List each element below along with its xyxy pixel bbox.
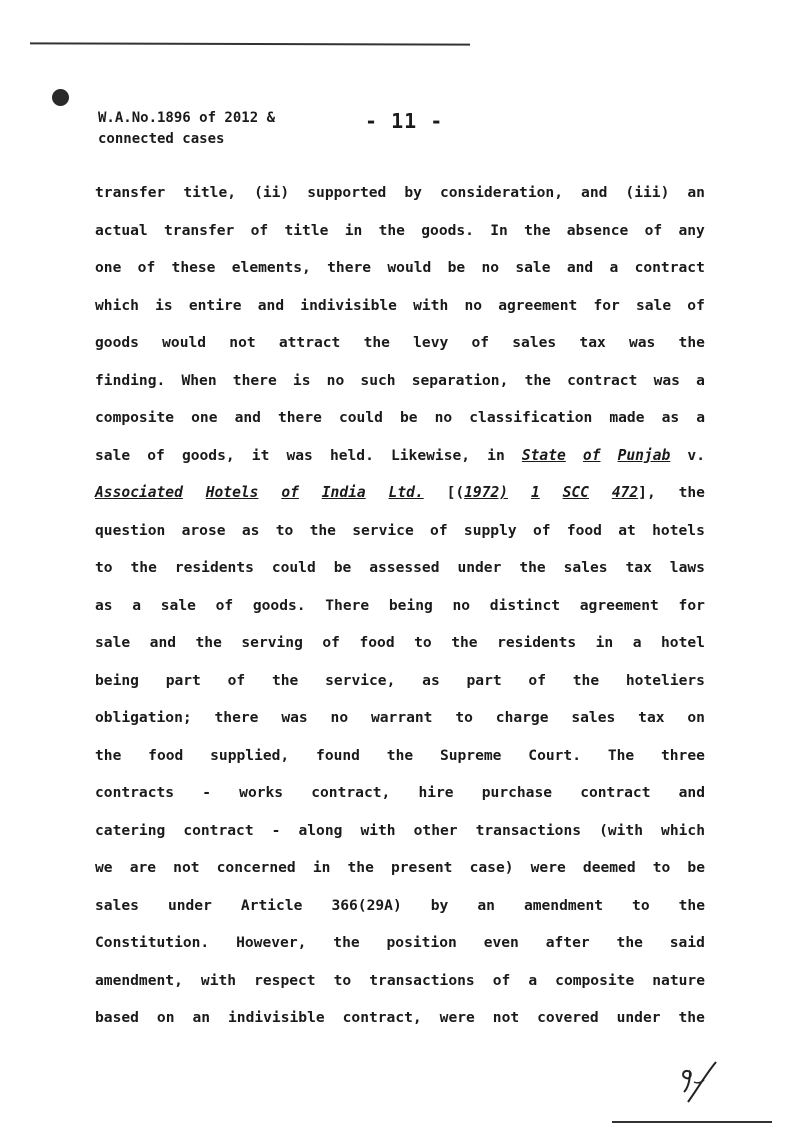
body-word: based	[95, 1009, 139, 1026]
body-word: the	[524, 221, 551, 239]
body-word: being	[95, 671, 139, 689]
body-word: arose	[181, 521, 226, 539]
body-word: of	[644, 221, 663, 239]
body-word: be	[399, 409, 418, 426]
body-word: When	[181, 371, 217, 389]
body-word: 1	[530, 484, 540, 501]
body-word: it	[251, 446, 270, 464]
body-word: was	[653, 371, 680, 389]
body-word: sales	[563, 559, 608, 576]
body-word: of	[687, 296, 705, 314]
body-word: of	[137, 259, 156, 276]
body-word: in	[595, 634, 614, 651]
body-word: residents	[174, 559, 254, 576]
body-word: catering	[95, 821, 166, 839]
body-word: title,	[183, 184, 237, 201]
body-word: a	[632, 634, 642, 651]
body-word: such	[360, 371, 396, 389]
body-word: Associated	[95, 484, 183, 501]
body-word: a	[696, 371, 705, 389]
body-word: to	[414, 634, 432, 651]
body-word: to	[455, 709, 473, 726]
body-word: no	[464, 296, 483, 314]
body-word: were	[439, 1009, 475, 1026]
body-word: a	[609, 259, 619, 276]
body-word: with	[360, 821, 396, 839]
body-word: contract	[634, 259, 705, 276]
body-word: charge	[495, 709, 549, 726]
body-word: to	[275, 521, 294, 539]
body-word: on	[156, 1009, 175, 1026]
body-word: of	[532, 521, 551, 539]
body-word: for	[593, 296, 620, 314]
body-word: works	[239, 784, 284, 801]
body-word: with	[200, 971, 237, 989]
body-line	[95, 587, 705, 625]
signature-mark	[676, 1058, 722, 1104]
body-word: concerned	[216, 859, 296, 876]
punch-hole	[52, 89, 69, 106]
body-line	[95, 924, 705, 962]
body-text	[95, 174, 705, 1037]
body-word: even	[483, 934, 519, 951]
body-word: tax	[625, 559, 652, 576]
body-word: contract,	[342, 1009, 422, 1026]
body-word: no	[434, 409, 453, 426]
body-word: could	[271, 559, 316, 576]
body-word: an	[687, 184, 705, 201]
body-word: a	[696, 409, 705, 426]
body-word: and	[234, 409, 261, 426]
body-word: serving	[241, 634, 303, 651]
body-word: there	[214, 709, 259, 726]
body-word: There	[325, 596, 370, 614]
body-line	[95, 887, 705, 925]
body-word: the	[678, 484, 705, 501]
body-word: SCC	[562, 484, 589, 501]
body-word: part	[466, 671, 502, 689]
body-word: in	[344, 221, 363, 239]
body-word: which	[661, 821, 705, 839]
body-word: and	[678, 784, 705, 801]
body-word: composite	[555, 971, 635, 989]
body-line	[95, 662, 705, 700]
body-word: deemed	[582, 859, 636, 876]
body-word: indivisible	[300, 296, 397, 314]
body-word: be	[333, 559, 352, 576]
body-word: would	[387, 259, 432, 276]
body-word: goods,	[181, 446, 235, 464]
case-ref-line-1: W.A.No.1896 of 2012 &	[98, 110, 276, 126]
body-word: no	[326, 371, 345, 389]
body-word: there	[277, 409, 322, 426]
body-word: an	[192, 1009, 211, 1026]
body-word: amendment,	[95, 971, 183, 989]
body-word: respect	[254, 971, 316, 989]
body-word: the	[678, 334, 705, 351]
body-word: as	[95, 596, 113, 614]
body-word: supplied,	[210, 746, 290, 764]
body-word: (with	[599, 821, 644, 839]
body-word: the	[271, 671, 299, 689]
body-word: was	[628, 334, 656, 351]
body-word: residents	[497, 634, 577, 651]
body-word: hoteliers	[625, 671, 705, 689]
body-word: and	[257, 296, 285, 314]
body-word: not	[229, 334, 256, 351]
body-word: tax	[638, 709, 665, 726]
body-word: one	[95, 259, 122, 276]
body-word: the	[572, 671, 600, 689]
body-word: no	[481, 259, 500, 276]
body-word: by	[430, 896, 449, 914]
body-word: transactions	[475, 821, 582, 839]
body-word: contract	[567, 371, 638, 389]
body-word: of	[281, 484, 299, 501]
body-word: these	[171, 259, 216, 276]
body-word: by	[404, 184, 422, 201]
body-word: after	[545, 934, 590, 951]
body-line	[95, 437, 705, 475]
body-word: were	[530, 859, 566, 876]
body-word: laws	[669, 559, 705, 576]
body-line	[95, 512, 705, 550]
body-word: 472],	[611, 484, 656, 501]
body-word: contract	[580, 784, 651, 801]
body-word: hotels	[652, 521, 705, 539]
body-word: supply	[463, 521, 517, 539]
body-word: of	[147, 446, 165, 464]
body-word: at	[618, 521, 636, 539]
body-line	[95, 624, 705, 662]
top-rule	[30, 42, 470, 45]
body-line	[95, 362, 705, 400]
body-word: of	[322, 634, 340, 651]
body-word: goods.	[421, 221, 474, 239]
body-word: service	[352, 521, 414, 539]
body-word: held.	[329, 446, 374, 464]
body-word: the	[451, 634, 478, 651]
body-word: of	[528, 671, 546, 689]
body-word: under	[616, 1009, 661, 1026]
body-word: is	[292, 371, 311, 389]
body-word: found	[316, 746, 360, 764]
body-line	[95, 174, 705, 212]
body-line	[95, 699, 705, 737]
body-word: of	[471, 334, 490, 351]
body-word: of	[215, 596, 234, 614]
body-word: (ii)	[254, 184, 290, 201]
body-word: -	[271, 821, 281, 839]
body-word: the	[678, 1009, 705, 1026]
body-word: sale	[95, 446, 131, 464]
body-word: in	[312, 859, 331, 876]
body-word: three	[660, 746, 705, 764]
body-word: of	[250, 221, 269, 239]
body-word: obligation;	[95, 709, 192, 726]
body-word: Punjab	[617, 446, 671, 464]
body-word: actual	[95, 221, 148, 239]
body-word: the	[195, 634, 222, 651]
body-word: was	[281, 709, 308, 726]
body-line	[95, 324, 705, 362]
body-word: no	[452, 596, 471, 614]
body-word: be	[687, 859, 705, 876]
body-word: question	[95, 521, 166, 539]
body-word: are	[129, 859, 157, 876]
body-word: no	[330, 709, 349, 726]
body-word: Constitution.	[95, 934, 210, 951]
body-word: not	[173, 859, 200, 876]
body-word: the	[524, 371, 551, 389]
body-word: on	[687, 709, 705, 726]
body-word: to	[95, 559, 113, 576]
body-word: title	[284, 221, 329, 239]
body-word: distinct	[489, 596, 561, 614]
body-word: of	[492, 971, 511, 989]
body-word: assessed	[369, 559, 440, 576]
body-word: amendment	[523, 896, 604, 914]
body-word: purchase	[481, 784, 553, 801]
body-word: nature	[652, 971, 705, 989]
body-word: v.	[687, 446, 705, 464]
body-word: tax	[579, 334, 606, 351]
body-word: State	[521, 446, 566, 464]
body-word: elements,	[231, 259, 311, 276]
body-word: the	[519, 559, 546, 576]
body-word: as	[422, 671, 440, 689]
body-word: Likewise,	[390, 446, 471, 464]
body-word: sale	[515, 259, 551, 276]
body-word: as	[661, 409, 680, 426]
body-word: with	[413, 296, 449, 314]
body-word: the	[309, 521, 336, 539]
body-word: along	[298, 821, 343, 839]
body-word: we	[95, 859, 113, 876]
body-word: sales	[571, 709, 616, 726]
body-word: warrant	[370, 709, 433, 726]
body-word: was	[286, 446, 313, 464]
body-word: Supreme	[439, 746, 502, 764]
body-word: made	[609, 409, 645, 426]
body-word: of	[582, 446, 601, 464]
body-line	[95, 287, 705, 325]
body-word: the	[678, 896, 705, 914]
body-word: the	[378, 221, 405, 239]
body-line	[95, 399, 705, 437]
body-word: Article	[240, 896, 303, 914]
body-word: India	[321, 484, 366, 501]
body-word: of	[227, 671, 246, 689]
case-reference	[98, 108, 275, 150]
body-word: attract	[278, 334, 341, 351]
body-word: composite	[95, 409, 175, 426]
body-word: which	[95, 296, 139, 314]
bottom-rule	[612, 1121, 772, 1123]
body-word: sale	[635, 296, 672, 314]
body-word: the	[95, 746, 122, 764]
body-word: The	[607, 746, 635, 764]
page-number: - 11 -	[365, 109, 444, 133]
body-word: sales	[512, 334, 557, 351]
case-ref-line-2: connected cases	[98, 131, 225, 147]
body-word: in	[487, 446, 505, 464]
body-word: Ltd.	[388, 484, 424, 501]
body-word: classification	[469, 409, 593, 426]
body-word: Court.	[528, 746, 581, 764]
body-word: indivisible	[228, 1009, 325, 1026]
body-word: contract,	[311, 784, 391, 801]
body-word: goods	[95, 334, 139, 351]
body-word: transfer	[164, 221, 235, 239]
body-word: be	[447, 259, 466, 276]
body-word: of	[430, 521, 448, 539]
body-word: agreement	[579, 596, 659, 614]
body-word: hire	[418, 784, 454, 801]
body-word: consideration,	[439, 184, 563, 201]
body-line	[95, 249, 705, 287]
body-line	[95, 774, 705, 812]
body-word: as	[241, 521, 260, 539]
body-word: sale	[95, 634, 131, 651]
body-word: any	[678, 221, 705, 239]
body-word: Hotels	[205, 484, 259, 501]
body-word: to	[333, 971, 352, 989]
body-word: under	[167, 896, 212, 914]
body-word: position	[386, 934, 457, 951]
body-word: However,	[236, 934, 307, 951]
body-word: transfer	[95, 184, 166, 201]
body-word: would	[162, 334, 207, 351]
body-word: covered	[537, 1009, 599, 1026]
body-word: transactions	[369, 971, 475, 989]
body-word: present	[390, 859, 453, 876]
body-word: and	[149, 634, 177, 651]
body-word: [(1972)	[446, 484, 509, 501]
body-word: entire	[188, 296, 242, 314]
body-word: (iii)	[625, 184, 670, 201]
body-word: food	[566, 521, 602, 539]
body-word: goods.	[252, 596, 306, 614]
body-word: hotel	[661, 634, 705, 651]
body-word: supported	[307, 184, 387, 201]
body-word: said	[669, 934, 705, 951]
body-word: under	[457, 559, 502, 576]
body-word: 366(29A)	[331, 896, 402, 914]
body-line	[95, 212, 705, 250]
body-line	[95, 999, 705, 1037]
body-word: other	[413, 821, 458, 839]
body-word: one	[191, 409, 218, 426]
body-word: sale	[160, 596, 196, 614]
body-word: food	[148, 746, 184, 764]
body-word: for	[678, 596, 705, 614]
body-word: is	[155, 296, 173, 314]
body-word: and	[566, 259, 594, 276]
body-word: there	[232, 371, 277, 389]
body-word: to	[632, 896, 650, 914]
body-word: the	[386, 746, 414, 764]
body-word: the	[333, 934, 360, 951]
body-word: sales	[95, 896, 139, 914]
body-word: case)	[469, 859, 514, 876]
body-word: the	[347, 859, 374, 876]
body-word: the	[363, 334, 390, 351]
body-word: -	[202, 784, 212, 801]
body-word: finding.	[95, 371, 166, 389]
body-word: levy	[413, 334, 449, 351]
body-word: not	[492, 1009, 520, 1026]
body-word: an	[477, 896, 495, 914]
body-word: contracts	[95, 784, 175, 801]
body-word: separation,	[411, 371, 509, 389]
body-word: to	[652, 859, 671, 876]
body-line	[95, 549, 705, 587]
body-word: could	[338, 409, 383, 426]
body-word: being	[388, 596, 433, 614]
body-word: In	[490, 221, 508, 239]
body-word: a	[528, 971, 538, 989]
body-word: the	[616, 934, 643, 951]
body-line	[95, 737, 705, 775]
body-word: agreement	[498, 296, 578, 314]
body-line	[95, 962, 705, 1000]
body-line	[95, 849, 705, 887]
body-word: absence	[566, 221, 629, 239]
body-word: part	[165, 671, 201, 689]
body-word: and	[581, 184, 608, 201]
body-line	[95, 474, 705, 512]
body-word: service,	[325, 671, 396, 689]
body-word: the	[130, 559, 157, 576]
body-word: there	[327, 259, 372, 276]
body-word: contract	[183, 821, 254, 839]
body-word: food	[359, 634, 395, 651]
body-word: a	[132, 596, 142, 614]
body-line	[95, 812, 705, 850]
